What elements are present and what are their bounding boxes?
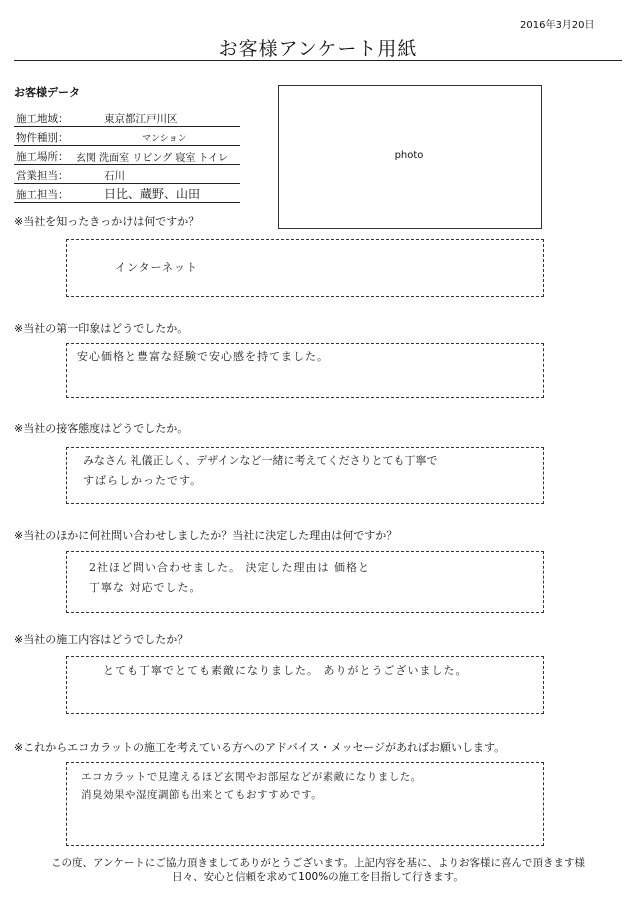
answer-4-line-2: 丁寧な 対応でした。 [89,581,202,594]
customer-row-location [14,146,240,165]
field-label: 施工地域： [16,113,69,125]
answer-box-4 [66,551,544,613]
question-5: ※当社の施工内容はどうでしたか？ [14,633,189,646]
field-label: 営業担当： [16,170,69,182]
answer-box-5 [66,656,544,714]
field-label: 施工場所： [16,151,69,163]
answer-6-line-1: エコカラットで見違えるほど玄関やお部屋などが素敵になりました。 [81,771,422,783]
answer-3-line-1: みなさん 礼儀正しく、デザインなど一緒に考えてくださりとても丁寧で [83,454,438,467]
customer-row-area [14,108,240,127]
question-2: ※当社の第一印象はどうでしたか。 [14,322,189,335]
field-value: 東京都江戸川区 [104,113,178,125]
question-1: ※当社を知ったきっかけは何ですか？ [14,215,200,228]
answer-5-line-1: とても丁寧でとても素敵になりました。 ありがとうございました。 [103,664,468,677]
question-4: ※当社のほかに何社問い合わせしましたか？当社に決定した理由は何ですか？ [14,529,398,542]
photo-label: photo [394,150,424,161]
footer-message-line-1: この度、アンケートにご協力頂きましてありがとうございます。上記内容を基に、よりお客様に喜んで頂きます様 [50,857,586,869]
field-value: 日比、蔵野、山田 [104,187,201,201]
answer-box-6 [66,762,544,846]
question-3: ※当社の接客態度はどうでしたか。 [14,422,189,435]
title-underline [14,60,622,61]
answer-6-line-2: 消臭効果や湿度調節も出来とてもおすすめです。 [81,789,323,801]
customer-row-property-type [14,127,240,146]
customer-row-sales-rep [14,165,240,184]
customer-row-installer [14,184,240,203]
footer-message-line-2: 日々、安心と信頼を求めて100%の施工を目指して行きます。 [172,871,464,883]
field-value: 玄関 洗面室 リビング 寝室 トイレ [76,153,229,164]
answer-1-line-1: インターネット [115,261,199,274]
field-label: 物件種別： [16,132,69,144]
field-label: 施工担当： [16,189,69,201]
field-value: マンション [142,134,187,144]
answer-3-line-2: すばらしかったです。 [83,474,203,487]
answer-box-2 [66,343,544,398]
customer-data-table [14,108,240,203]
page-title: お客様アンケート用紙 [218,38,418,60]
field-value: 石川 [104,170,125,182]
question-6: ※これからエコカラットの施工を考えている方へのアドバイス・メッセージがあればお願いします。 [14,741,506,754]
answer-2-line-1: 安心価格と豊富な経験で安心感を持てました。 [77,350,329,363]
customer-data-heading: お客様データ [14,86,80,99]
survey-date: 2016年3月20日 [520,20,595,31]
answer-box-1 [66,239,544,297]
answer-box-3 [66,447,544,504]
answer-4-line-1: 2社ほど問い合わせました。 決定した理由は 価格と [89,561,370,574]
